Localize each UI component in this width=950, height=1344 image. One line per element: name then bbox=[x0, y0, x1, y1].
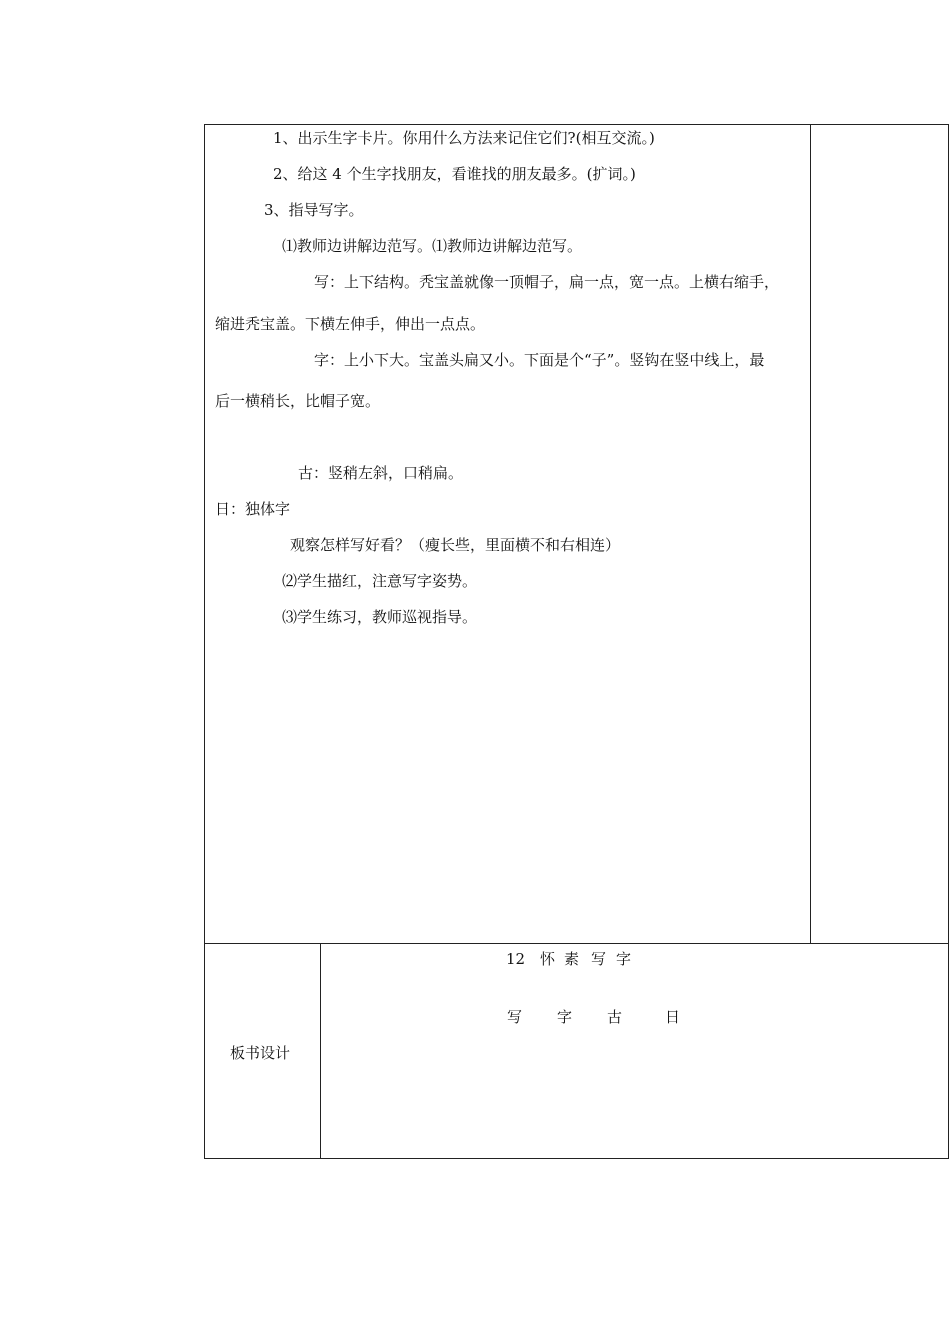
board-char-2: 字 bbox=[557, 1008, 573, 1026]
lesson-line-8: 后一横稍长，比帽子宽。 bbox=[215, 392, 381, 410]
board-title-number: 12 bbox=[506, 950, 526, 968]
table-left-border bbox=[204, 124, 205, 1159]
lesson-line-6: 缩进秃宝盖。下横左伸手，伸出一点点。 bbox=[215, 315, 486, 333]
board-title-char-2: 素 bbox=[564, 950, 580, 968]
board-title-char-3: 写 bbox=[591, 950, 607, 968]
lesson-line-13: ⑶学生练习，教师巡视指导。 bbox=[282, 608, 478, 626]
board-char-3: 古 bbox=[607, 1008, 623, 1026]
table-inner-right-divider bbox=[810, 124, 811, 944]
lesson-line-7: 字：上小下大。宝盖头扁又小。下面是个“子”。竖钩在竖中线上，最 bbox=[314, 351, 765, 369]
table-top-border bbox=[204, 124, 949, 125]
lesson-line-1: 1、出示生字卡片。你用什么方法来记住它们?(相互交流。) bbox=[273, 129, 655, 147]
lesson-line-12: ⑵学生描红，注意写字姿势。 bbox=[282, 572, 478, 590]
lesson-line-2: 2、给这 4 个生字找朋友，看谁找的朋友最多。(扩词。) bbox=[273, 165, 636, 183]
lesson-line-10: 日：独体字 bbox=[215, 500, 291, 518]
table-right-border bbox=[948, 124, 949, 1159]
lesson-line-3: 3、指导写字。 bbox=[264, 201, 364, 219]
lesson-line-11: 观察怎样写好看？（瘦长些，里面横不和右相连） bbox=[290, 536, 621, 554]
lesson-line-9: 古：竖稍左斜，口稍扁。 bbox=[298, 464, 464, 482]
board-char-4: 日 bbox=[665, 1008, 681, 1026]
lesson-line-4: ⑴教师边讲解边范写。⑴教师边讲解边范写。 bbox=[282, 237, 583, 255]
table-middle-border bbox=[204, 943, 949, 944]
board-label-divider bbox=[320, 943, 321, 1159]
table-bottom-border bbox=[204, 1158, 949, 1159]
board-design-label: 板书设计 bbox=[230, 1044, 291, 1062]
board-title-char-1: 怀 bbox=[540, 950, 556, 968]
board-char-1: 写 bbox=[507, 1008, 523, 1026]
board-title-char-4: 字 bbox=[616, 950, 632, 968]
lesson-line-5: 写：上下结构。秃宝盖就像一顶帽子，扁一点，宽一点。上横右缩手， bbox=[314, 273, 780, 291]
